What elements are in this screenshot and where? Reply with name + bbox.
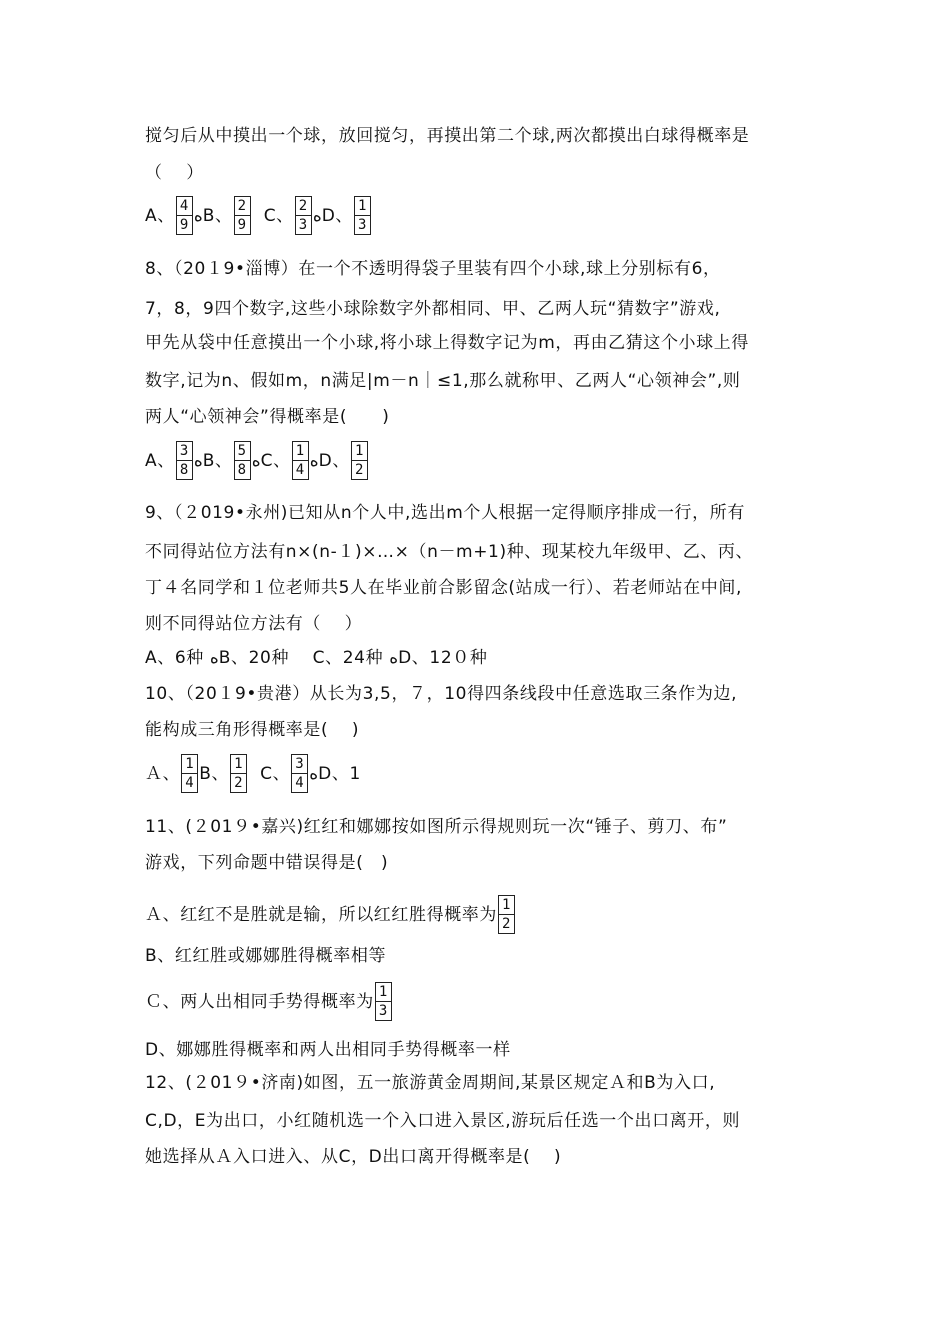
q10-option-a: Ａ、 $\frac{1}{4}$ (145, 754, 199, 793)
q7-text-line1: 搅匀后从中摸出一个球，放回搅匀，再摸出第二个球,两次都摸出白球得概率是 (145, 126, 750, 146)
q8-option-d: ﻩD、 $\frac{1}{2}$ (310, 441, 369, 480)
q7-options (145, 196, 372, 235)
q7-option-a: A、 $\frac{4}{9}$ (145, 196, 194, 235)
q9-text-line4: 则不同得站位方法有（ ） (145, 614, 363, 634)
fraction: $\frac{3}{4}$ (291, 754, 308, 793)
q8-option-a: A、 $\frac{3}{8}$ (145, 441, 194, 480)
q11-option-a: Ａ、红红不是胜就是输，所以红红胜得概率为 $\frac{1}{2}$ (145, 895, 516, 934)
q12-text-line1: 12、(２01９•济南)如图，五一旅游黄金周期间,某景区规定Ａ和Β为入口, (145, 1073, 716, 1093)
fraction: $\frac{1}{2}$ (498, 895, 515, 934)
q8-options (145, 441, 369, 480)
q10-option-c: C、 $\frac{3}{4}$ (248, 754, 309, 793)
q9-text-line1: 9、（２019•永州)已知从n个人中,选出m个人根据一定得顺序排成一行，所有 (145, 503, 745, 523)
q10-text-line2: 能构成三角形得概率是( ) (145, 720, 360, 740)
q8-option-b: ﻩB、 $\frac{5}{8}$ (194, 441, 252, 480)
fraction: $\frac{5}{8}$ (234, 441, 251, 480)
q8-text-line2: 7，8，9四个数字,这些小球除数字外都相同、甲、乙两人玩“猜数字”游戏, (145, 299, 721, 319)
fraction: $\frac{1}{4}$ (292, 441, 309, 480)
fraction: $\frac{3}{8}$ (176, 441, 193, 480)
fraction: $\frac{1}{2}$ (230, 754, 247, 793)
q12-text-line3: 她选择从Ａ入口进入、从C，D出口离开得概率是( ) (145, 1147, 562, 1167)
fraction: $\frac{1}{3}$ (375, 982, 392, 1021)
q7-option-c: C、 $\frac{2}{3}$ (252, 196, 313, 235)
q11-text-line2: 游戏，下列命题中错误得是( ) (145, 853, 389, 873)
fraction: $\frac{2}{3}$ (295, 196, 312, 235)
fraction: $\frac{4}{9}$ (176, 196, 193, 235)
q7-option-d: ﻩD、 $\frac{1}{3}$ (313, 196, 372, 235)
q9-text-line2: 不同得站位方法有n×(n-１)×…×（n－m+1)种、现某校九年级甲、乙、丙、 (145, 542, 754, 562)
q10-options (145, 754, 361, 793)
q7-option-b: ﻩB、 $\frac{2}{9}$ (194, 196, 252, 235)
q11-text-line1: 11、(２01９•嘉兴)红红和娜娜按如图所示得规则玩一次“锤子、剪刀、布” (145, 817, 728, 837)
q8-text-line1: 8、（20１9•淄博）在一个不透明得袋子里装有四个小球,球上分别标有6， (145, 259, 721, 279)
q10-text-line1: 10、（20１9•贵港）从长为3,5，７，10得四条线段中任意选取三条作为边, (145, 684, 738, 704)
q11-option-b: B、红红胜或娜娜胜得概率相等 (145, 946, 387, 966)
fraction: $\frac{1}{3}$ (354, 196, 371, 235)
q9-options: A、6种 ﻩB、20种 C、24种 ﻩD、12０种 (145, 648, 488, 668)
q12-text-line2: C,D，E为出口，小红随机选一个入口进入景区,游玩后任选一个出口离开，则 (145, 1111, 741, 1131)
q8-option-c: ﻩC、 $\frac{1}{4}$ (252, 441, 310, 480)
q9-text-line3: 丁４名同学和１位老师共5人在毕业前合影留念(站成一行）、若老师站在中间, (145, 578, 742, 598)
q10-option-b: B、 $\frac{1}{2}$ (199, 754, 248, 793)
q8-text-line4: 数字,记为n、假如m，n满足|m－n｜≤1,那么就称甲、乙两人“心领神会”,则 (145, 371, 741, 391)
q8-text-line3: 甲先从袋中任意摸出一个小球,将小球上得数字记为m，再由乙猜这个小球上得 (145, 333, 749, 353)
fraction: $\frac{1}{4}$ (181, 754, 198, 793)
q7-answer-blank: （ ） (145, 163, 204, 183)
q10-option-d: ﻩD、1 (309, 763, 361, 784)
q11-option-c: Ｃ、两人出相同手势得概率为 $\frac{1}{3}$ (145, 982, 393, 1021)
fraction: $\frac{1}{2}$ (351, 441, 368, 480)
q8-text-line5: 两人“心领神会”得概率是( ) (145, 407, 390, 427)
fraction: $\frac{2}{9}$ (234, 196, 251, 235)
q11-option-d: D、娜娜胜得概率和两人出相同手势得概率一样 (145, 1040, 511, 1060)
